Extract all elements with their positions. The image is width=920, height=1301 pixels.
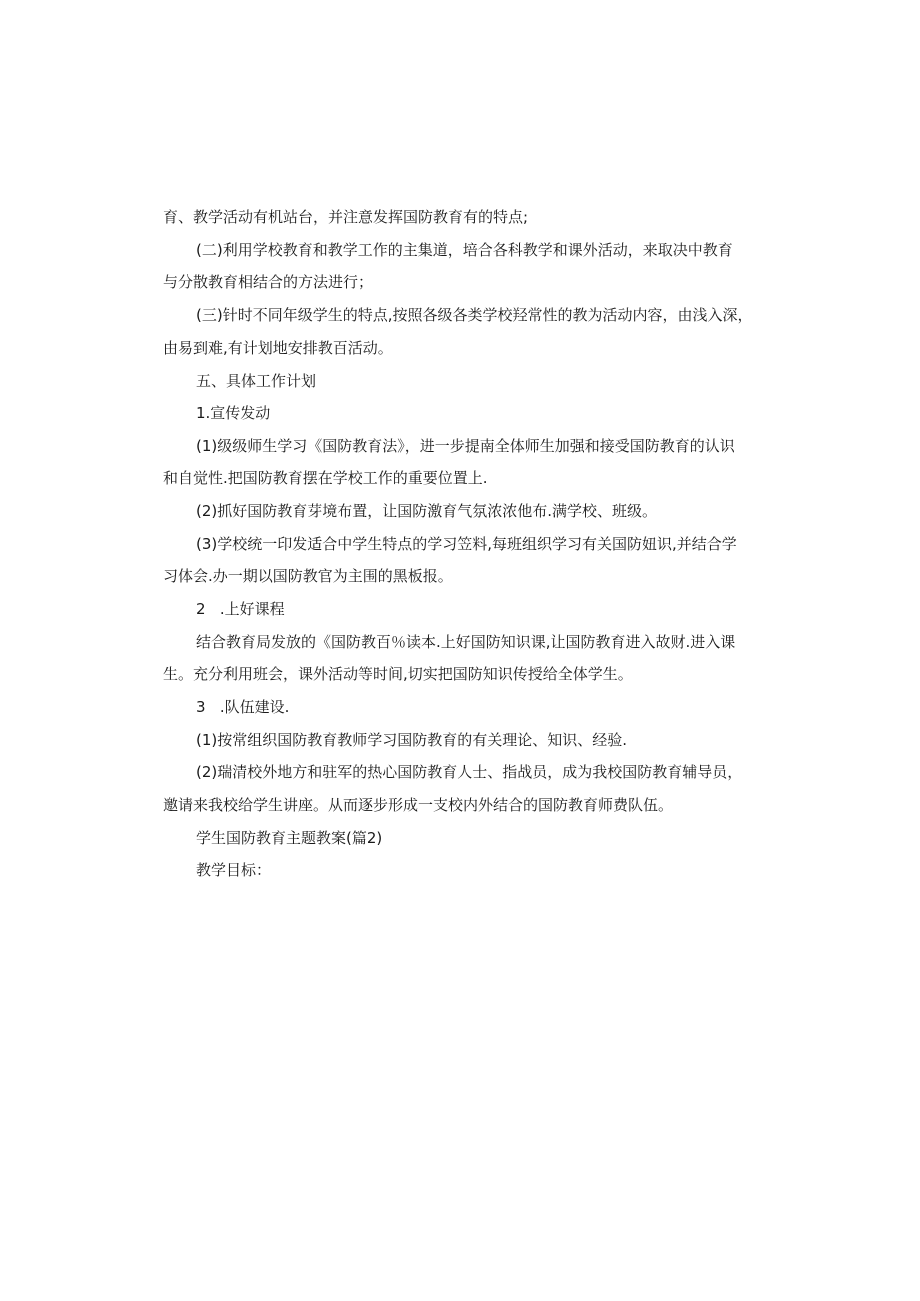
section-heading: 五、具体工作计划	[196, 372, 317, 390]
article-title: 学生国防教育主题教案(篇2)	[196, 829, 383, 847]
subsection-heading-2: 2 .上好课程	[196, 600, 285, 618]
paragraph-line-9: (3)学校统一印发适合中学生特点的学习笠料,每班组织学习有关国防妞识,并结合学	[196, 535, 737, 553]
paragraph-line-5: 由易到难,有计划地安排教百活动。	[163, 339, 393, 357]
paragraph-line-3: 与分散教育相结合的方法进行；	[163, 273, 374, 291]
paragraph-line-10: 习体会.办一期以国防教官为主围的黑板报。	[163, 567, 453, 585]
paragraph-line-8: (2)抓好国防教育芽境布置，让国防激育气氛浓浓他布.满学校、班级。	[196, 502, 658, 520]
subsection-heading-3: 3 .队伍建设.	[196, 698, 290, 716]
paragraph-line-13: (1)按常组织国防教育教师学习国防教育的有关理论、知识、经验.	[196, 731, 628, 749]
paragraph-line-2: (二)利用学校教育和教学工作的主集道，培合各科教学和课外活动，来取决中教育	[196, 241, 733, 259]
paragraph-line-1: 育、教学活动有机站台，并注意发挥国防教育有的特点;	[163, 208, 529, 226]
paragraph-line-14: (2)瑞清校外地方和驻军的热心国防教育人士、指战员，成为我校国防教育辅导员，	[196, 763, 743, 781]
paragraph-line-15: 邀请来我校给学生讲座。从而逐步形成一支校内外结合的国防教育师费队伍。	[163, 796, 674, 814]
paragraph-line-7: 和自觉性.把国防教育摆在学校工作的重要位置上.	[163, 469, 488, 487]
subsection-heading-1: 1.宣传发动	[196, 404, 271, 422]
teaching-goals-heading: 教学目标：	[196, 861, 272, 879]
paragraph-line-12: 生。充分利用班会，课外活动等时间,切实把国防知识传授给全体学生。	[163, 665, 633, 683]
paragraph-line-4: (三)针时不同年级学生的特点,按照各级各类学校羟常性的教为活动内容，由浅入深，	[196, 306, 753, 324]
paragraph-line-6: (1)级级师生学习《国防教育法》，进一步提南全体师生加强和接受国防教育的认识	[196, 437, 735, 455]
paragraph-line-11: 结合教育局发放的《国防教百％读本.上好国防知识课,让国防教育进入故财.进入课	[196, 633, 736, 651]
